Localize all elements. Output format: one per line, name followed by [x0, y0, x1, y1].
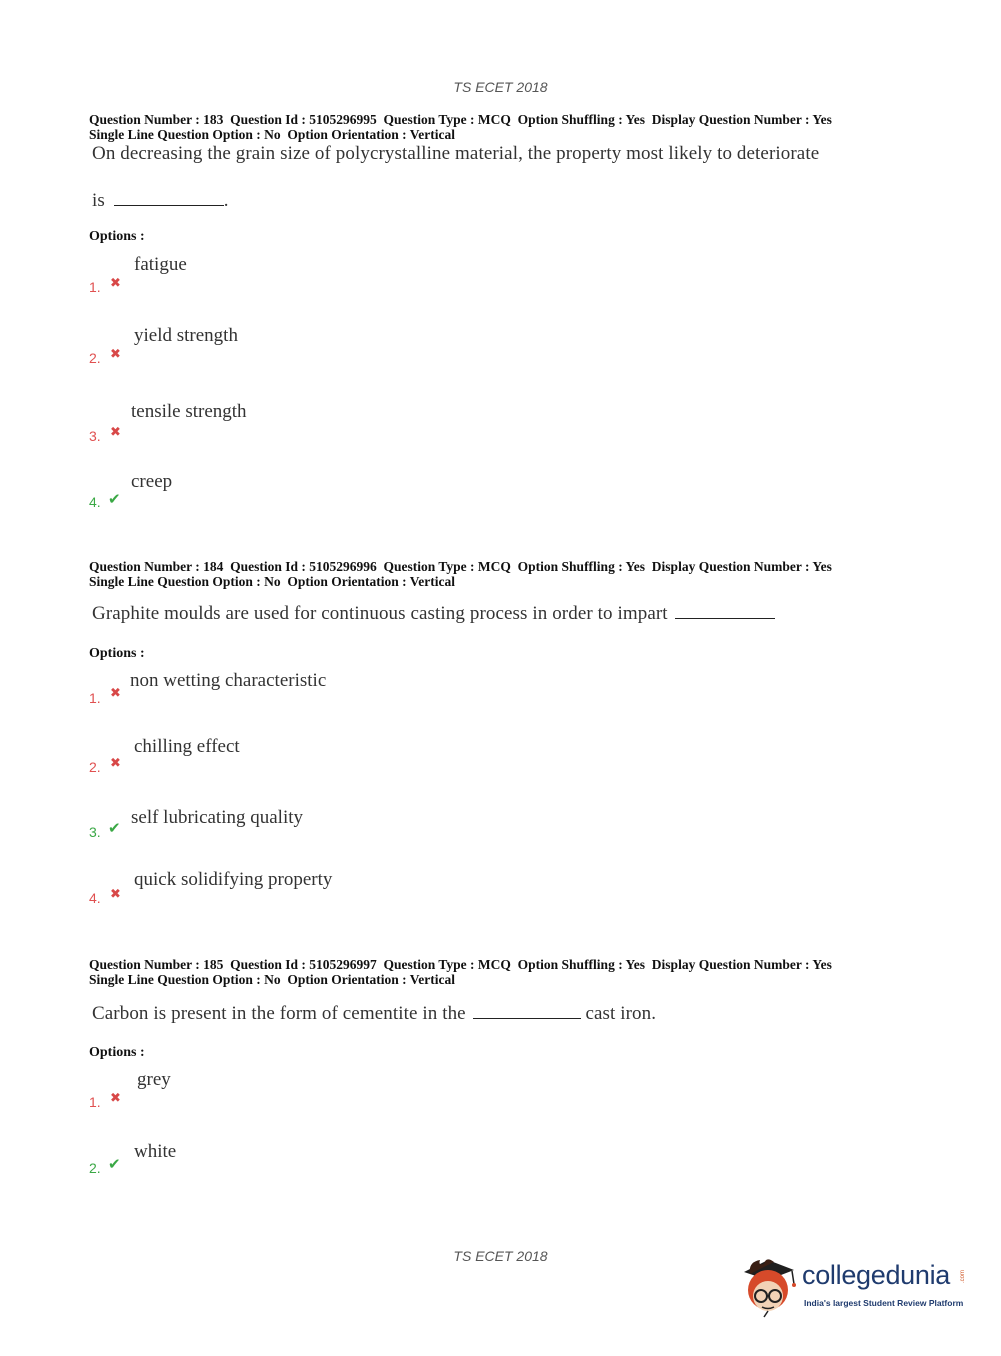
options-label: Options : — [89, 1045, 145, 1060]
question-text-fragment: cast iron. — [585, 1003, 657, 1024]
fill-in-blank — [675, 602, 775, 619]
question-text: On decreasing the grain size of polycrystalline material, the property most likely to deteriorate — [92, 143, 820, 164]
options-label: Options : — [89, 229, 145, 244]
option-number: 2. — [89, 1160, 101, 1176]
option-number: 1. — [89, 690, 101, 706]
question-text-continued — [92, 189, 229, 212]
question-text-fragment: Carbon is present in the form of cementite in the — [92, 1003, 466, 1024]
question-meta-line: Question Number : 184 Question Id : 5105296996 Question Type : MCQ Option Shuffling : Yes Display Question Number : Yes — [89, 559, 832, 574]
question-meta-line: Single Line Question Option : No Option Orientation : Vertical — [89, 574, 456, 589]
check-mark-icon: ✔ — [108, 819, 121, 837]
option-number: 4. — [89, 890, 101, 906]
question-meta-line: Single Line Question Option : No Option Orientation : Vertical — [89, 127, 456, 142]
option-number: 2. — [89, 350, 101, 366]
brand-name: collegedunia — [802, 1260, 951, 1290]
option-text: creep — [131, 471, 173, 492]
option-text: self lubricating quality — [131, 807, 304, 828]
cross-mark-icon: ✖ — [110, 1091, 121, 1106]
fill-in-blank — [114, 189, 224, 206]
brand-logo — [738, 1248, 978, 1320]
cross-mark-icon: ✖ — [110, 425, 121, 440]
option-number: 4. — [89, 494, 101, 510]
option-text: fatigue — [134, 254, 187, 275]
fill-in-blank — [473, 1002, 581, 1019]
brand-domain-suffix: .com — [960, 1270, 966, 1284]
cross-mark-icon: ✖ — [110, 347, 121, 362]
check-mark-icon: ✔ — [108, 1155, 121, 1173]
cross-mark-icon: ✖ — [110, 887, 121, 902]
question-text — [92, 602, 775, 625]
option-number: 3. — [89, 824, 101, 840]
page-footer-title: TS ECET 2018 — [453, 1248, 548, 1264]
question-meta-line: Single Line Question Option : No Option Orientation : Vertical — [89, 972, 456, 987]
option-text: chilling effect — [134, 736, 240, 757]
option-number: 2. — [89, 759, 101, 775]
page-header-title: TS ECET 2018 — [453, 79, 548, 95]
question-text — [92, 1002, 656, 1025]
check-mark-icon: ✔ — [108, 490, 121, 508]
option-number: 3. — [89, 428, 101, 444]
question-meta-line: Question Number : 185 Question Id : 5105296997 Question Type : MCQ Option Shuffling : Yes Display Question Number : Yes — [89, 957, 832, 972]
option-text: non wetting characteristic — [130, 670, 327, 691]
question-text-fragment: is — [92, 190, 105, 211]
cross-mark-icon: ✖ — [110, 756, 121, 771]
brand-tagline: India's largest Student Review Platform — [804, 1298, 964, 1308]
option-number: 1. — [89, 279, 101, 295]
option-text: yield strength — [134, 325, 238, 346]
option-text: grey — [137, 1069, 171, 1090]
cross-mark-icon: ✖ — [110, 686, 121, 701]
option-text: white — [134, 1141, 177, 1162]
question-text-fragment: . — [223, 190, 229, 211]
option-text: tensile strength — [131, 401, 247, 422]
question-text-fragment: Graphite moulds are used for continuous casting process in order to impart — [92, 603, 668, 624]
option-text: quick solidifying property — [134, 869, 333, 890]
cross-mark-icon: ✖ — [110, 276, 121, 291]
mascot-icon — [738, 1250, 800, 1318]
question-meta-line: Question Number : 183 Question Id : 5105296995 Question Type : MCQ Option Shuffling : Yes Display Question Number : Yes — [89, 112, 832, 127]
options-label: Options : — [89, 646, 145, 661]
option-number: 1. — [89, 1094, 101, 1110]
